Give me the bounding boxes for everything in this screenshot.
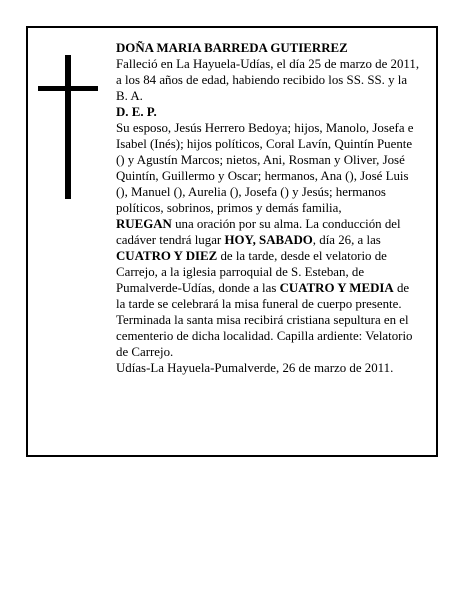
cross-icon	[38, 55, 98, 199]
cross-horizontal-bar	[38, 86, 98, 91]
request-text-1: una oración por su alma. La conducción del cadáver tendrá lugar	[116, 217, 401, 247]
cross-vertical-bar	[65, 55, 71, 199]
request-text-2: , día 26, a las	[312, 233, 381, 247]
funeral-day: HOY, SABADO	[224, 233, 313, 247]
dep-line: D. E. P.	[116, 105, 157, 119]
request-text-4: de la tarde se celebrará la misa funeral de cuerpo presente. Terminada la santa misa recibirá cristiana sepultura en el cementerio de dicha localidad. Capilla ardiente: Velatorio de Carrejo.	[116, 281, 413, 359]
request-text-3: de la tarde, desde el velatorio de Carrejo, a la iglesia parroquial de S. Esteban, de Pumalverde-Udías, donde a las	[116, 249, 387, 295]
obituary-notice	[26, 26, 438, 457]
mass-time: CUATRO Y MEDIA	[279, 281, 394, 295]
deceased-name: DOÑA MARIA BARREDA GUTIERREZ	[116, 41, 348, 55]
place-date: Udías-La Hayuela-Pumalverde, 26 de marzo de 2011.	[116, 361, 394, 375]
family-list: Su esposo, Jesús Herrero Bedoya; hijos, Manolo, Josefa e Isabel (Inés); hijos políticos, Coral Lavín, Quintín Puente () y Agustín Marcos; nietos, Ani, Rosman y Oliver, José Quintín, Guillermo y Oscar; hermanos, Ana (), José Luis (), Manuel (), Aurelia (), Josefa () y Jesús; hermanos políticos, sobrinos, primos y demás familia,	[116, 121, 414, 215]
funeral-request	[116, 216, 421, 360]
ruegan-label: RUEGAN	[116, 217, 172, 231]
notice-text	[116, 40, 421, 376]
departure-time: CUATRO Y DIEZ	[116, 249, 218, 263]
death-announcement: Falleció en La Hayuela-Udías, el día 25 de marzo de 2011, a los 84 años de edad, habiendo recibido los SS. SS. y la B. A.	[116, 57, 420, 103]
